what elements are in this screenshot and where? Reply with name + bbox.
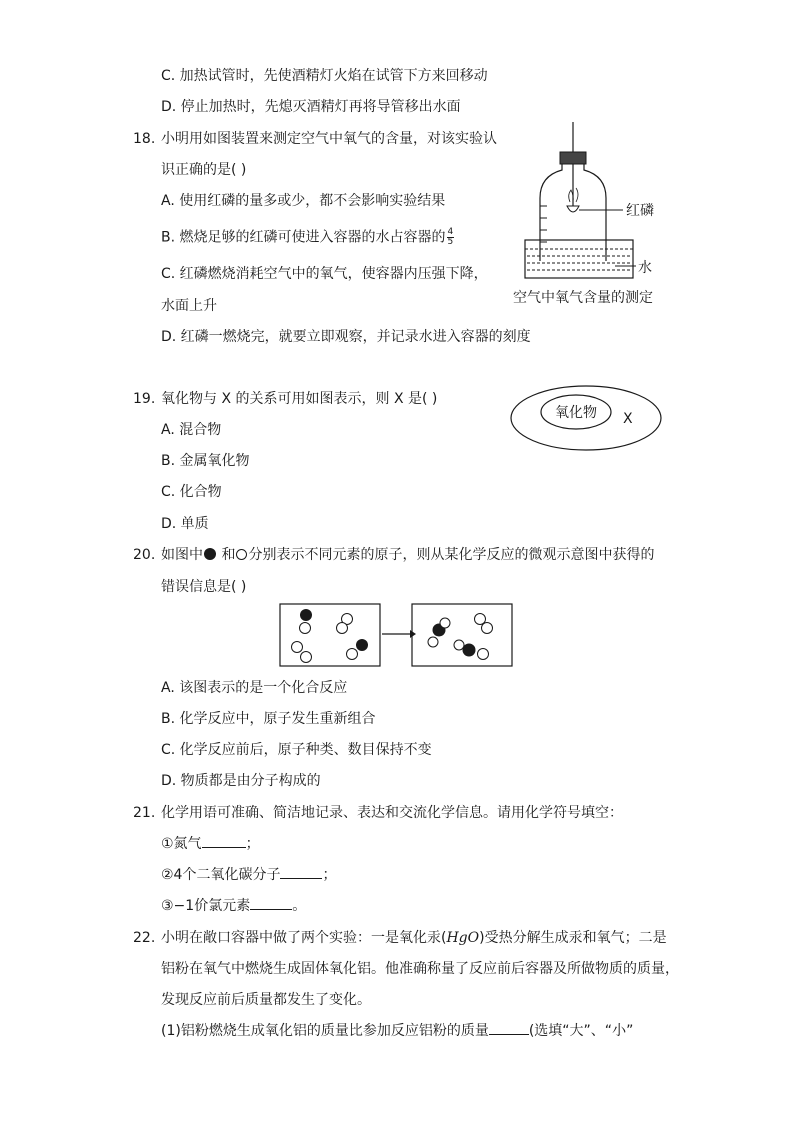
black-atom-icon bbox=[203, 547, 217, 561]
q18-stem-line2: 识正确的是( ) bbox=[161, 162, 247, 178]
q21-number: 21. bbox=[133, 805, 156, 821]
q17-option-c: C. 加热试管时，先使酒精灯火焰在试管下方来回移动 bbox=[161, 68, 488, 84]
q21-blank-3[interactable] bbox=[250, 897, 292, 910]
reactants-box bbox=[280, 604, 380, 666]
q22-formula: HgO bbox=[446, 930, 480, 946]
q18-figure-caption: 空气中氧气含量的测定 bbox=[513, 290, 653, 306]
q18-label-phosphorus: 红磷 bbox=[626, 203, 654, 219]
q18-option-c-line2: 水面上升 bbox=[161, 298, 217, 314]
white-atom-icon bbox=[235, 548, 248, 561]
q18-option-a: A. 使用红磷的量多或少，都不会影响实验结果 bbox=[161, 193, 446, 209]
q21-blank-1[interactable] bbox=[202, 835, 246, 848]
q18-option-d: D. 红磷一燃烧完，就要立即观察，并记录水进入容器的刻度 bbox=[161, 329, 531, 345]
q19-venn-diagram bbox=[508, 383, 664, 453]
q19-number: 19. bbox=[133, 391, 156, 407]
q20-option-c: C. 化学反应前后，原子种类、数目保持不变 bbox=[161, 742, 432, 758]
q21-item2: ②4个二氧化碳分子 ； bbox=[161, 867, 337, 883]
q20-stem-line2: 错误信息是( ) bbox=[161, 579, 247, 595]
q19-option-d: D. 单质 bbox=[161, 516, 209, 532]
products-box bbox=[412, 604, 512, 666]
q18-label-water: 水 bbox=[638, 260, 652, 276]
q20-number: 20. bbox=[133, 547, 156, 563]
q18-option-b bbox=[161, 228, 454, 247]
q21-blank-2[interactable] bbox=[280, 866, 322, 879]
q21-stem: 化学用语可准确、简洁地记录、表达和交流化学信息。请用化学符号填空： bbox=[161, 805, 623, 821]
q19-inner-label: 氧化物 bbox=[555, 405, 597, 421]
q20-option-d: D. 物质都是由分子构成的 bbox=[161, 773, 321, 789]
q18-option-b-text: B. 燃烧足够的红磷可使进入容器的水占容器的 bbox=[161, 229, 446, 246]
q18-stem-line1: 小明用如图装置来测定空气中氧气的含量，对该实验认 bbox=[161, 131, 497, 147]
q18-apparatus-figure bbox=[505, 118, 680, 313]
q20-option-b: B. 化学反应中，原子发生重新组合 bbox=[161, 711, 376, 727]
q19-outer-label: X bbox=[623, 411, 633, 427]
q19-option-b: B. 金属氧化物 bbox=[161, 453, 250, 469]
q21-item3: ③−1价氯元素 。 bbox=[161, 898, 307, 914]
q21-item1: ①氮气 ； bbox=[161, 836, 260, 852]
q22-line1: 小明在敞口容器中做了两个实验：一是氧化汞(HgO)受热分解生成汞和氧气；二是 bbox=[161, 930, 667, 946]
q20-stem-line1: 如图中 和 分别表示不同元素的原子，则从某化学反应的微观示意图中获得的 bbox=[161, 547, 655, 563]
q19-option-c: C. 化合物 bbox=[161, 484, 222, 500]
q19-stem: 氧化物与 X 的关系可用如图表示，则 X 是( ) bbox=[161, 391, 438, 407]
q18-fraction: $\frac{4}{5}$ bbox=[447, 227, 454, 247]
q19-option-a: A. 混合物 bbox=[161, 422, 222, 438]
q17-option-d: D. 停止加热时，先熄灭酒精灯再将导管移出水面 bbox=[161, 99, 461, 115]
q20-reaction-diagram bbox=[278, 602, 518, 668]
q18-number: 18. bbox=[133, 131, 156, 147]
q22-line2: 铝粉在氧气中燃烧生成固体氧化铝。他准确称量了反应前后容器及所做物质的质量， bbox=[161, 961, 679, 977]
q22-blank-1[interactable] bbox=[489, 1022, 529, 1035]
q18-option-c-line1: C. 红磷燃烧消耗空气中的氧气，使容器内压强下降， bbox=[161, 266, 488, 282]
q22-number: 22. bbox=[133, 930, 156, 946]
q22-line3: 发现反应前后质量都发生了变化。 bbox=[161, 992, 371, 1008]
q22-sub1: (1)铝粉燃烧生成氧化铝的质量比参加反应铝粉的质量 (选填“大”、“小” bbox=[161, 1023, 634, 1039]
q20-option-a: A. 该图表示的是一个化合反应 bbox=[161, 680, 348, 696]
